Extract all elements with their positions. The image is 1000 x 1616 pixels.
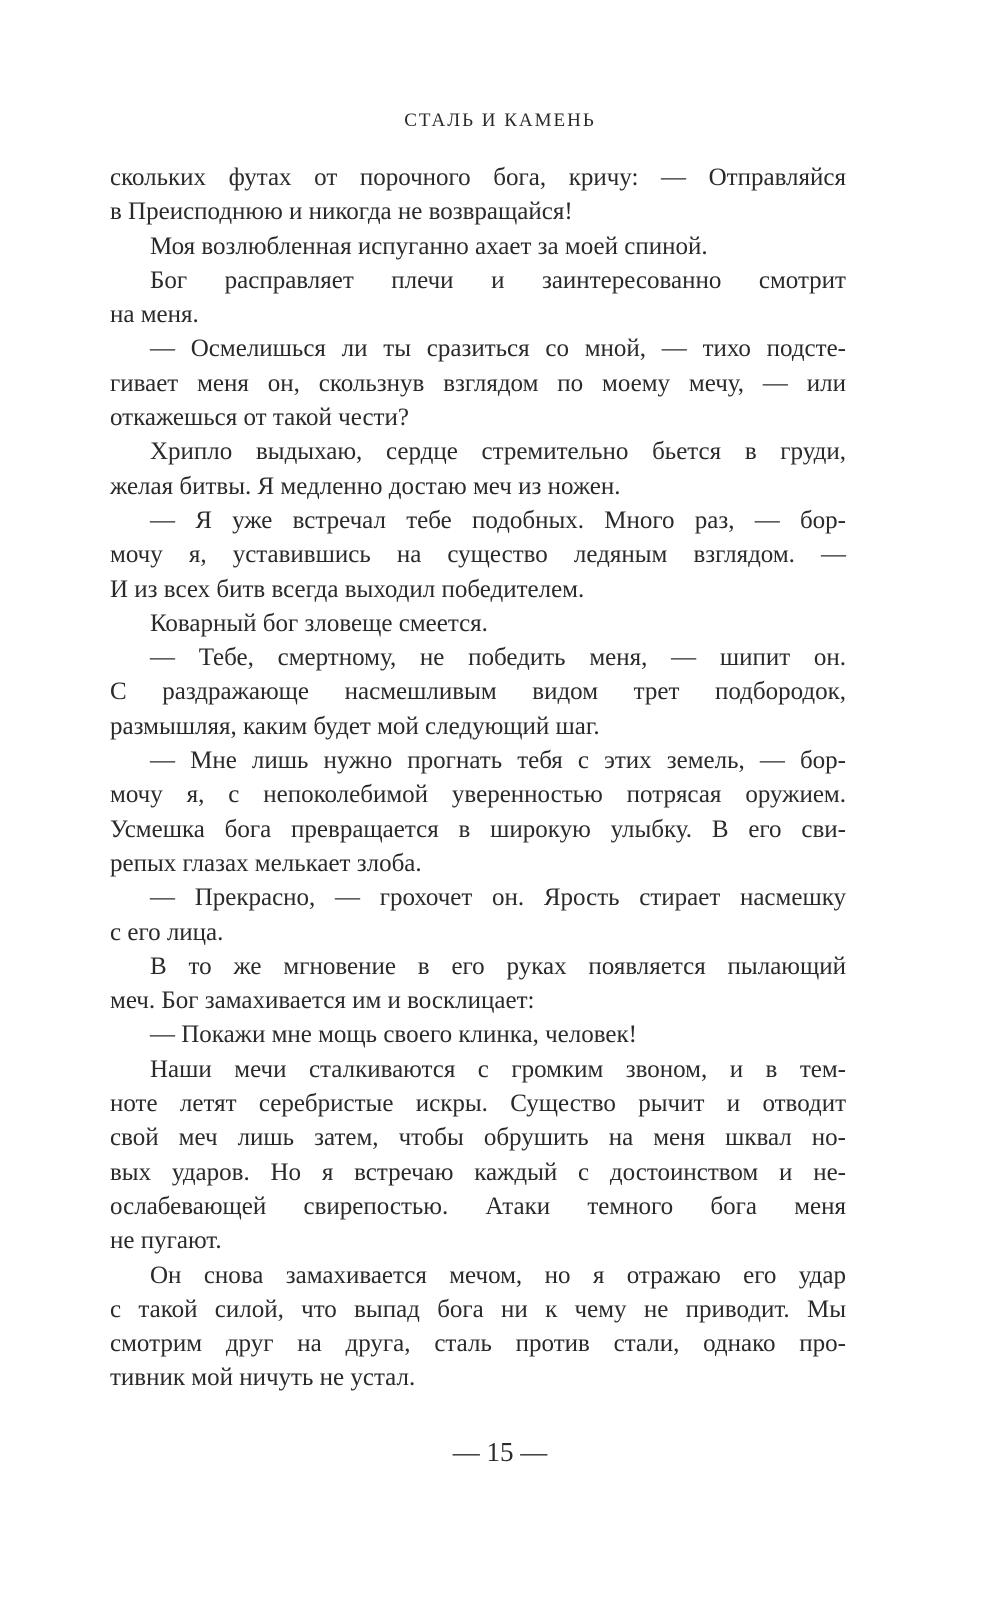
text-line: Коварный бог зловеще смеется. [150, 609, 488, 637]
text-line: — Прекрасно, — грохочет он. Ярость стирает насмешку [150, 884, 846, 912]
text-line: вых ударов. Но я встречаю каждый с достоинством и не- [110, 1158, 846, 1186]
text-line: Моя возлюбленная испуганно ахает за моей спиной. [150, 232, 708, 260]
text-line: — Осмелишься ли ты сразиться со мной, — тихо подсте- [150, 335, 846, 363]
text-line: — Мне лишь нужно прогнать тебя с этих земель, — бор- [150, 747, 846, 775]
running-title: СТАЛЬ И КАМЕНЬ [404, 110, 596, 131]
text-line: гивает меня он, скользнув взглядом по моему мечу, — или [110, 369, 846, 397]
text-line: Усмешка бога превращается в широкую улыбку. В его сви- [110, 815, 846, 843]
text-line: на меня. [110, 301, 199, 329]
text-line: репых глазах мелькает злоба. [110, 849, 422, 877]
text-line: В то же мгновение в его руках появляется пылающий [150, 952, 846, 980]
text-line: откажешься от такой чести? [110, 404, 409, 432]
text-line: свой меч лишь затем, чтобы обрушить на меня шквал но- [110, 1124, 846, 1152]
text-line: Хрипло выдыхаю, сердце стремительно бьется в груди, [150, 438, 846, 466]
text-line: Он снова замахивается мечом, но я отражаю его удар [150, 1261, 846, 1289]
text-line: скольких футах от порочного бога, кричу: — Отправляйся [110, 164, 846, 191]
page-number: — 15 — [452, 1437, 548, 1467]
text-line: — Тебе, смертному, не победить меня, — шипит он. [150, 644, 846, 672]
text-line: И из всех битв всегда выходил победителем. [110, 575, 585, 603]
text-line: с такой силой, что выпад бога ни к чему не приводит. Мы [110, 1295, 846, 1323]
text-line: с его лица. [110, 918, 224, 946]
text-line: Бог расправляет плечи и заинтересованно смотрит [150, 266, 846, 294]
text-line: в Преисподнюю и никогда не возвращайся! [110, 198, 573, 226]
text-line: смотрим друг на друга, сталь против стали, однако про- [110, 1330, 846, 1358]
text-line: Наши мечи сталкиваются с громким звоном, и в тем- [150, 1055, 846, 1083]
text-line: меч. Бог замахивается им и восклицает: [110, 987, 535, 1015]
text-line: — Покажи мне мощь своего клинка, человек! [150, 1021, 637, 1049]
text-line: тивник мой ничуть не устал. [110, 1364, 416, 1392]
text-line: мочу я, уставившись на существо ледяным взглядом. — [110, 541, 846, 569]
text-line: ноте летят серебристые искры. Существо рычит и отводит [110, 1090, 846, 1118]
body-text [110, 161, 846, 1396]
text-line: — Я уже встречал тебе подобных. Много раз, — бор- [150, 506, 846, 534]
text-line: желая битвы. Я медленно достаю меч из ножен. [110, 472, 621, 500]
text-line: размышляя, каким будет мой следующий шаг. [110, 712, 600, 740]
text-line: С раздражающе насмешливым видом трет подбородок, [110, 678, 846, 706]
text-line: не пугают. [110, 1227, 222, 1255]
text-line: мочу я, с непоколебимой уверенностью потрясая оружием. [110, 781, 846, 809]
text-line: ослабевающей свирепостью. Атаки темного бога меня [110, 1192, 846, 1220]
